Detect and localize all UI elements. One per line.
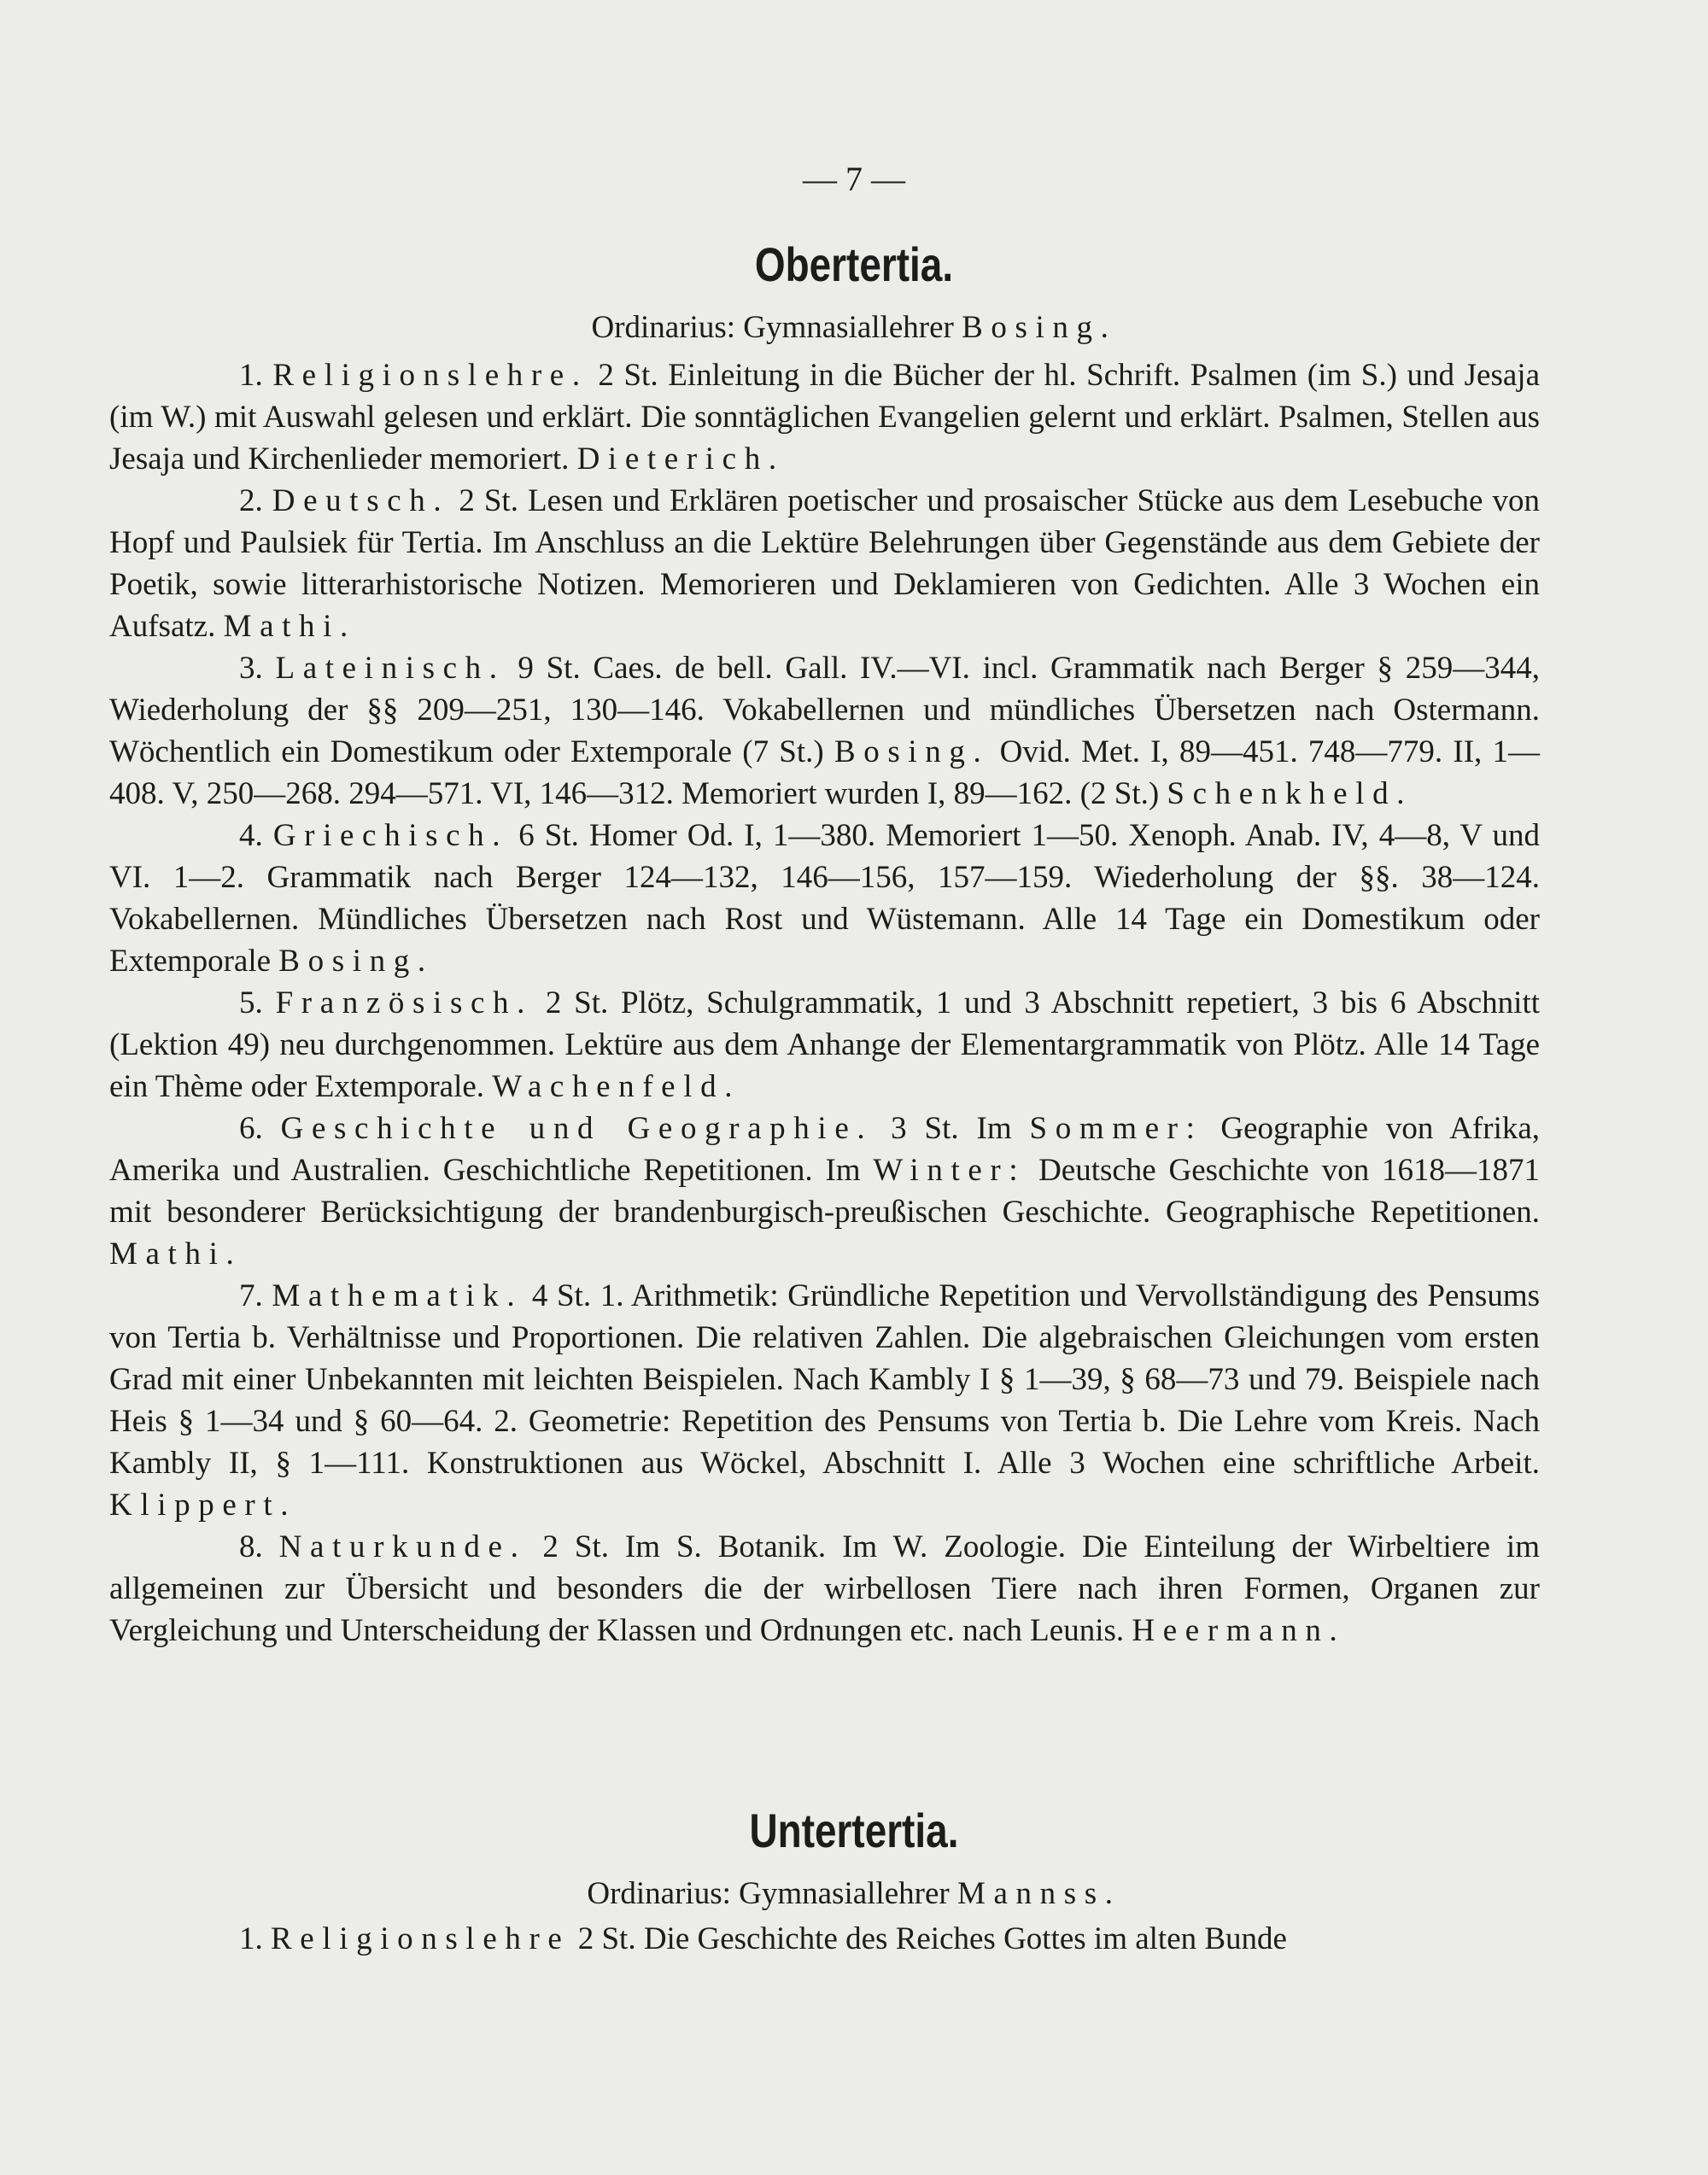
- subject-name: Naturkunde.: [278, 1529, 527, 1564]
- subject-teacher: Heermann.: [1132, 1613, 1346, 1648]
- subject-text: Geographie von Afrika, Amerika und Australien. Geschichtliche Repetitionen. Im: [109, 1111, 1541, 1188]
- subject-name: Religionslehre: [271, 1921, 570, 1956]
- subject-text: 2 St. Die Geschichte des Reiches Gottes im alten Bunde: [577, 1921, 1287, 1956]
- subject-religionslehre: [109, 1918, 1540, 1960]
- subject-text: 9 St. Caes. de bell. Gall. IV.—VI. incl. Grammatik nach Berger § 259—344, Wiederholung der §§ 209—251, 130—146. Vokabellernen und mündliches Übersetzen nach Ostermann. Wöchentlich ein Domestikum oder Extemporale (7 St.): [109, 651, 1541, 769]
- subject-name: Geschichte und Geographie.: [280, 1111, 874, 1146]
- subject-number: 1.: [239, 358, 263, 393]
- subject-text: 4 St. 1. Arithmetik: Gründliche Repetition und Vervollständigung des Pensums von Tertia b. Verhältnisse und Proportionen. Die relativen Zahlen. Die algebraischen Gleichungen vom ersten Grad mit einer Unbekannten mit leichten Beispielen. Nach Kambly I § 1—39, § 68—73 und 79. Beispiele nach Heis § 1—34 und § 60—64. 2. Geometrie: Repetition des Pensums von Tertia b. Die Lehre vom Kreis. Nach Kambly II, § 1—111. Konstruktionen aus Wöckel, Abschnitt I. Alle 3 Wochen eine schriftliche Arbeit.: [109, 1278, 1541, 1481]
- subject-name: Griechisch.: [272, 818, 509, 853]
- ordinarius-name: Bosing.: [962, 310, 1117, 345]
- ordinarius-name: Mannss.: [956, 1876, 1121, 1911]
- section-title-obertertia: Obertertia.: [754, 237, 954, 291]
- subject-teacher: Bosing.: [278, 944, 434, 979]
- obertertia-subjects: [109, 354, 1540, 1652]
- subject-teacher: Wachenfeld.: [492, 1069, 741, 1104]
- ordinarius-label: Ordinarius: Gymnasiallehrer: [591, 310, 954, 345]
- subject-mathematik: [109, 1275, 1540, 1526]
- subject-religionslehre: [109, 354, 1540, 480]
- page-number: — 7 —: [803, 160, 905, 198]
- subject-teacher: Mathi.: [109, 1237, 243, 1272]
- subject-teacher-ovid: Schenkheld.: [1167, 776, 1413, 811]
- subject-text: 3 St. Im: [891, 1111, 1012, 1146]
- subject-teacher: Dieterich.: [576, 441, 785, 477]
- section-title-untertertia: Untertertia.: [749, 1804, 959, 1857]
- ordinarius-untertertia: [0, 1874, 1708, 1915]
- subject-griechisch: [109, 815, 1540, 982]
- subject-naturkunde: [109, 1526, 1540, 1652]
- subject-number: 4.: [239, 818, 263, 853]
- subject-number: 1.: [239, 1921, 263, 1956]
- subject-number: 8.: [239, 1529, 263, 1564]
- subject-text-ovid: Ovid. Met. I, 89—451. 748—779. II, 1—408. V, 250—268. 294—571. VI, 146—312. Memoriert wurden I, 89—162. (2 St.): [109, 734, 1540, 811]
- subject-name: Französisch.: [275, 985, 533, 1020]
- subject-term-summer: Sommer:: [1029, 1111, 1203, 1146]
- subject-text: 2 St. Einleitung in die Bücher der hl. Schrift. Psalmen (im S.) und Jesaja (im W.) mit Auswahl gelesen und erklärt. Die sonntäglichen Evangelien gelernt und erklärt. Psalmen, Stellen aus Jesaja und Kirchenlieder memoriert.: [109, 358, 1540, 477]
- subject-deutsch: [109, 480, 1540, 647]
- subject-number: 2.: [239, 483, 263, 518]
- subject-name: Religionslehre.: [272, 358, 588, 393]
- subject-name: Mathematik.: [272, 1278, 524, 1313]
- subject-term-winter: Winter:: [873, 1153, 1027, 1188]
- ordinarius-label: Ordinarius: Gymnasiallehrer: [587, 1876, 950, 1911]
- subject-text: 2 St. Lesen und Erklären poetischer und prosaischer Stücke aus dem Lesebuche von Hopf und Paulsiek für Tertia. Im Anschluss an die Lektüre Belehrungen über Gegenstände aus dem Gebiete der Poetik, sowie litterarhistorische Notizen. Memorieren und Deklamieren von Gedichten. Alle 3 Wochen ein Aufsatz.: [109, 483, 1541, 644]
- subject-franzoesisch: [109, 982, 1540, 1108]
- subject-number: 6.: [239, 1111, 263, 1146]
- subject-text: Deutsche Geschichte von 1618—1871 mit besonderer Berücksichtigung der brandenburgisch-preußischen Geschichte. Geographische Repetitionen.: [109, 1153, 1541, 1230]
- subject-teacher: Bosing.: [834, 734, 990, 769]
- subject-teacher: Mathi.: [223, 609, 356, 644]
- subject-number: 5.: [239, 985, 263, 1020]
- subject-geschichte-geographie: [109, 1108, 1540, 1275]
- subject-text: 2 St. Plötz, Schulgrammatik, 1 und 3 Abschnitt repetiert, 3 bis 6 Abschnitt (Lektion 49) neu durchgenommen. Lektüre aus dem Anhange der Elementargrammatik von Plötz. Alle 14 Tage ein Thème oder Extemporale.: [109, 985, 1541, 1104]
- subject-number: 7.: [239, 1278, 263, 1313]
- subject-text: 2 St. Im S. Botanik. Im W. Zoologie. Die Einteilung der Wirbeltiere im allgemeinen zur Übersicht und besonders die der wirbellosen Tiere nach ihren Formen, Organen zur Vergleichung und Unterscheidung der Klassen und Ordnungen etc. nach Leunis.: [109, 1529, 1540, 1648]
- subject-lateinisch: [109, 647, 1540, 815]
- subject-name: Deutsch.: [272, 483, 450, 518]
- subject-teacher: Klippert.: [109, 1488, 297, 1523]
- ordinarius-obertertia: [0, 307, 1708, 348]
- untertertia-subjects: [109, 1918, 1540, 1960]
- subject-name: Lateinisch.: [275, 651, 506, 686]
- subject-number: 3.: [239, 651, 263, 686]
- subject-text: 6 St. Homer Od. I, 1—380. Memoriert 1—50. Xenoph. Anab. IV, 4—8, V und VI. 1—2. Grammatik nach Berger 124—132, 146—156, 157—159. Wiederholung der §§. 38—124. Vokabellernen. Mündliches Übersetzen nach Rost und Wüstemann. Alle 14 Tage ein Domestikum oder Extemporale: [109, 818, 1540, 979]
